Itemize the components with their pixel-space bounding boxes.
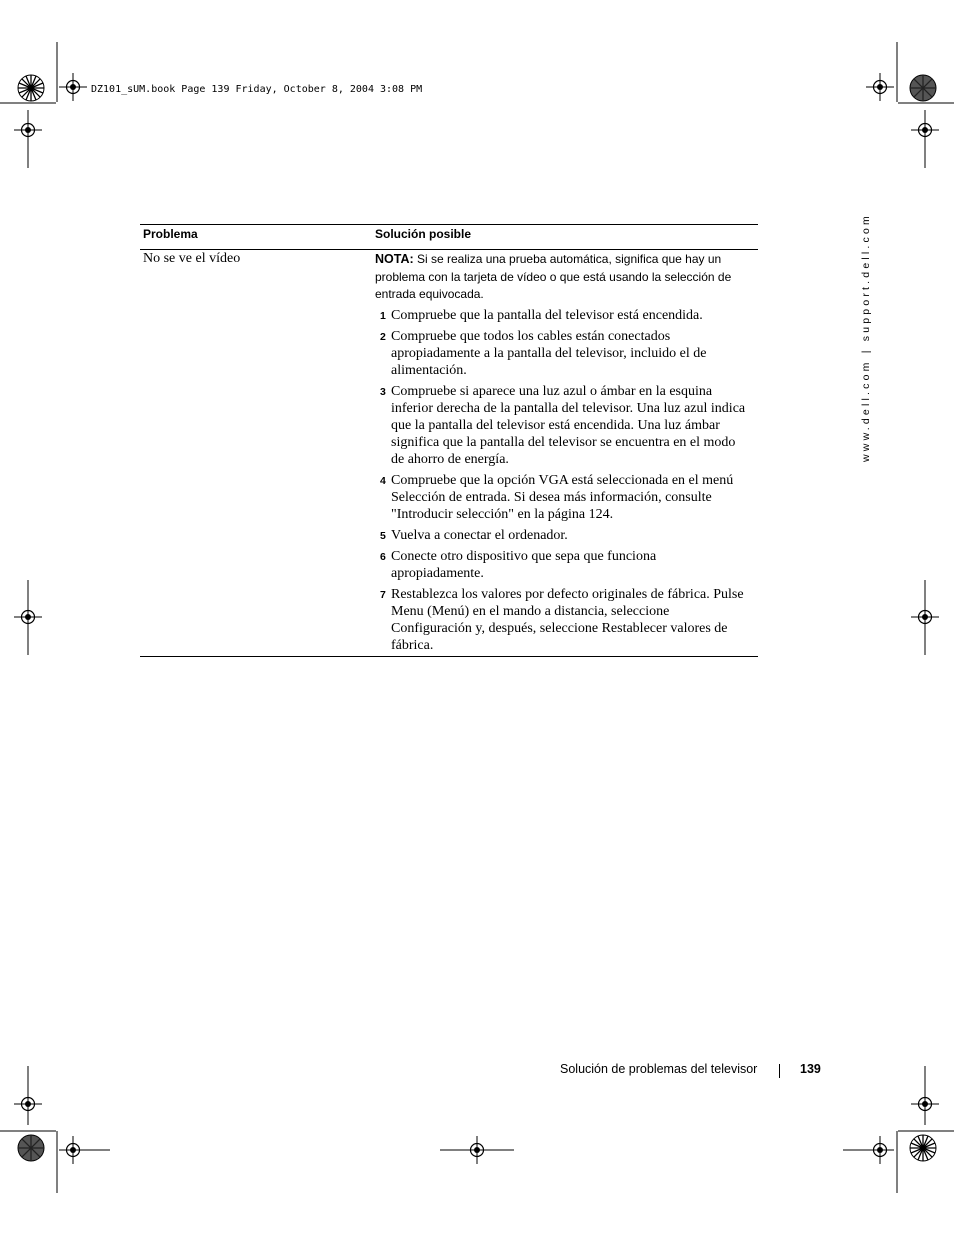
list-item xyxy=(375,527,750,544)
step-text: Conecte otro dispositivo que sepa que funciona apropiadamente. xyxy=(391,548,657,581)
step-text: Compruebe que todos los cables están conectados apropiadamente a la pantalla del televisor, incluido el de alimentación. xyxy=(391,328,707,378)
header-solution: Solución posible xyxy=(375,227,472,241)
step-text: Compruebe que la opción VGA está seleccionada en el menú Selección de entrada. Si desea más información, consulte "Introducir selección" en la página 124. xyxy=(391,472,734,522)
step-text: Vuelva a conectar el ordenador. xyxy=(391,527,568,543)
steps-list xyxy=(375,307,750,654)
step-number: 5 xyxy=(380,529,386,542)
note-label: NOTA: xyxy=(375,252,414,266)
print-stamp: DZ101_sUM.book Page 139 Friday, October 8, 2004 3:08 PM xyxy=(91,84,423,95)
step-text: Compruebe si aparece una luz azul o ámbar en la esquina inferior derecha de la pantalla del televisor. Una luz azul indica que la pantalla del televisor está encendida. Una luz ámbar significa que la pantalla del televisor se encuentra en el modo de ahorro de energía. xyxy=(391,383,746,467)
list-item xyxy=(375,383,750,468)
step-text: Compruebe que la pantalla del televisor está encendida. xyxy=(391,307,703,323)
list-item xyxy=(375,472,750,523)
step-number: 6 xyxy=(380,550,386,563)
footer-separator xyxy=(779,1064,780,1078)
header-problem: Problema xyxy=(143,227,198,241)
list-item xyxy=(375,307,750,324)
step-number: 1 xyxy=(380,309,386,322)
list-item xyxy=(375,586,750,654)
page-number: 139 xyxy=(800,1062,821,1076)
list-item xyxy=(375,548,750,582)
note xyxy=(375,251,750,304)
step-number: 2 xyxy=(380,330,386,343)
footer-section-title: Solución de problemas del televisor xyxy=(560,1062,758,1076)
side-url: www.dell.com | support.dell.com xyxy=(860,213,872,462)
table-header-rule xyxy=(140,249,758,250)
table-bottom-rule xyxy=(140,656,758,657)
step-text: Restablezca los valores por defecto originales de fábrica. Pulse Menu (Menú) en el mando a distancia, seleccione Configuración y, después, seleccione Restablecer valores de fábrica. xyxy=(391,586,744,653)
solution-cell xyxy=(375,251,750,658)
list-item xyxy=(375,328,750,379)
table-top-rule xyxy=(140,224,758,225)
step-number: 3 xyxy=(380,385,386,398)
step-number: 7 xyxy=(380,588,386,601)
step-number: 4 xyxy=(380,474,386,487)
problem-cell: No se ve el vídeo xyxy=(143,251,241,266)
note-text: Si se realiza una prueba automática, significa que hay un problema con la tarjeta de vídeo o que está usando la selección de entrada equivocada. xyxy=(375,252,732,301)
